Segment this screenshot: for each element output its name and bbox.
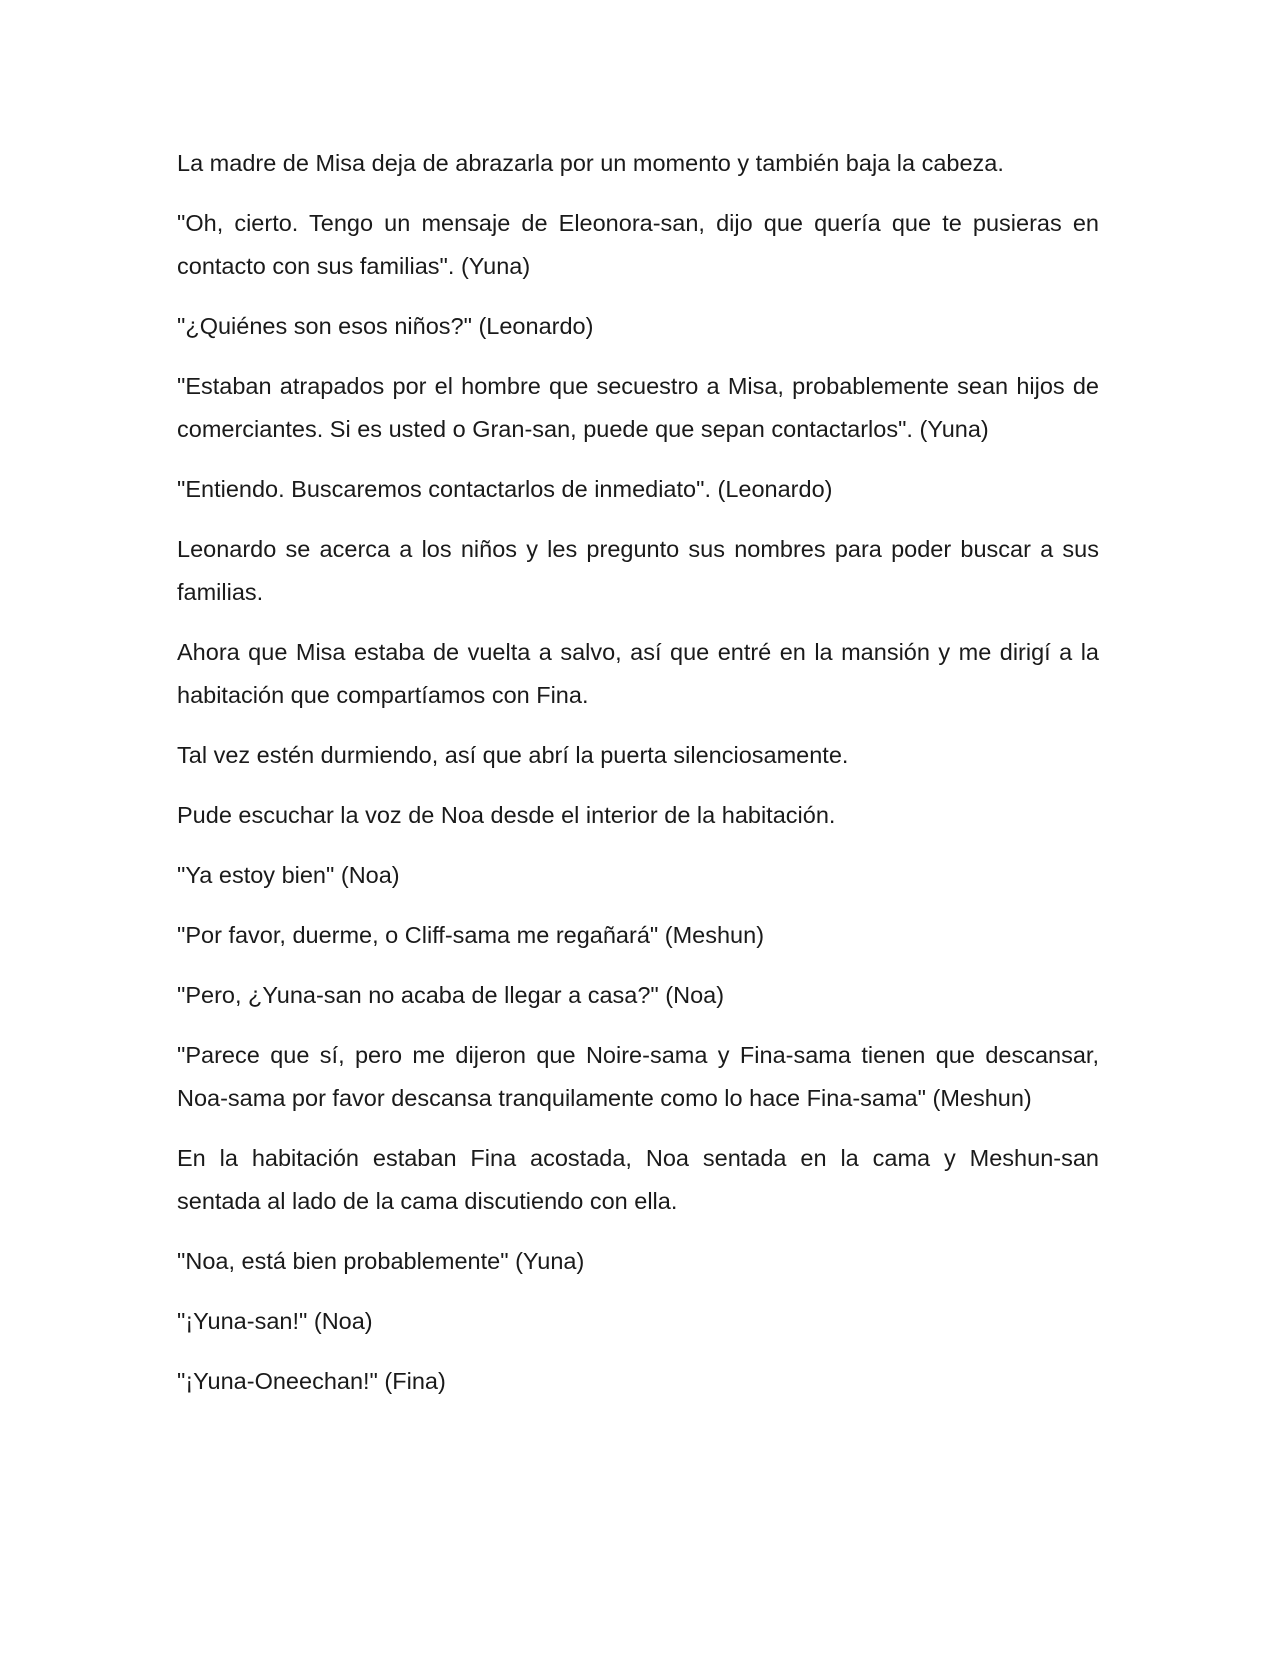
paragraph: Leonardo se acerca a los niños y les pregunto sus nombres para poder buscar a sus familias. [177, 536, 1099, 605]
paragraph: "¡Yuna-san!" (Noa) [177, 1308, 373, 1334]
paragraph: "¡Yuna-Oneechan!" (Fina) [177, 1368, 446, 1394]
paragraph: "¿Quiénes son esos niños?" (Leonardo) [177, 313, 594, 339]
paragraph: La madre de Misa deja de abrazarla por un momento y también baja la cabeza. [177, 150, 1004, 176]
paragraph: Tal vez estén durmiendo, así que abrí la puerta silenciosamente. [177, 742, 849, 768]
document-page [177, 142, 1099, 1420]
paragraph: "Oh, cierto. Tengo un mensaje de Eleonora-san, dijo que quería que te pusieras en contacto con sus familias". (Yuna) [177, 210, 1099, 279]
paragraph: "Parece que sí, pero me dijeron que Noire-sama y Fina-sama tienen que descansar, Noa-sama por favor descansa tranquilamente como lo hace Fina-sama" (Meshun) [177, 1042, 1099, 1111]
paragraph: "Estaban atrapados por el hombre que secuestro a Misa, probablemente sean hijos de comerciantes. Si es usted o Gran-san, puede que sepan contactarlos". (Yuna) [177, 373, 1099, 442]
paragraph: Pude escuchar la voz de Noa desde el interior de la habitación. [177, 802, 836, 828]
paragraph: "Pero, ¿Yuna-san no acaba de llegar a casa?" (Noa) [177, 982, 725, 1008]
paragraph: Ahora que Misa estaba de vuelta a salvo, así que entré en la mansión y me dirigí a la habitación que compartíamos con Fina. [177, 639, 1099, 708]
paragraph: En la habitación estaban Fina acostada, Noa sentada en la cama y Meshun-san sentada al lado de la cama discutiendo con ella. [177, 1145, 1099, 1214]
paragraph: "Entiendo. Buscaremos contactarlos de inmediato". (Leonardo) [177, 476, 833, 502]
paragraph: "Por favor, duerme, o Cliff-sama me regañará" (Meshun) [177, 922, 765, 948]
paragraph: "Ya estoy bien" (Noa) [177, 862, 400, 888]
paragraph: "Noa, está bien probablemente" (Yuna) [177, 1248, 585, 1274]
